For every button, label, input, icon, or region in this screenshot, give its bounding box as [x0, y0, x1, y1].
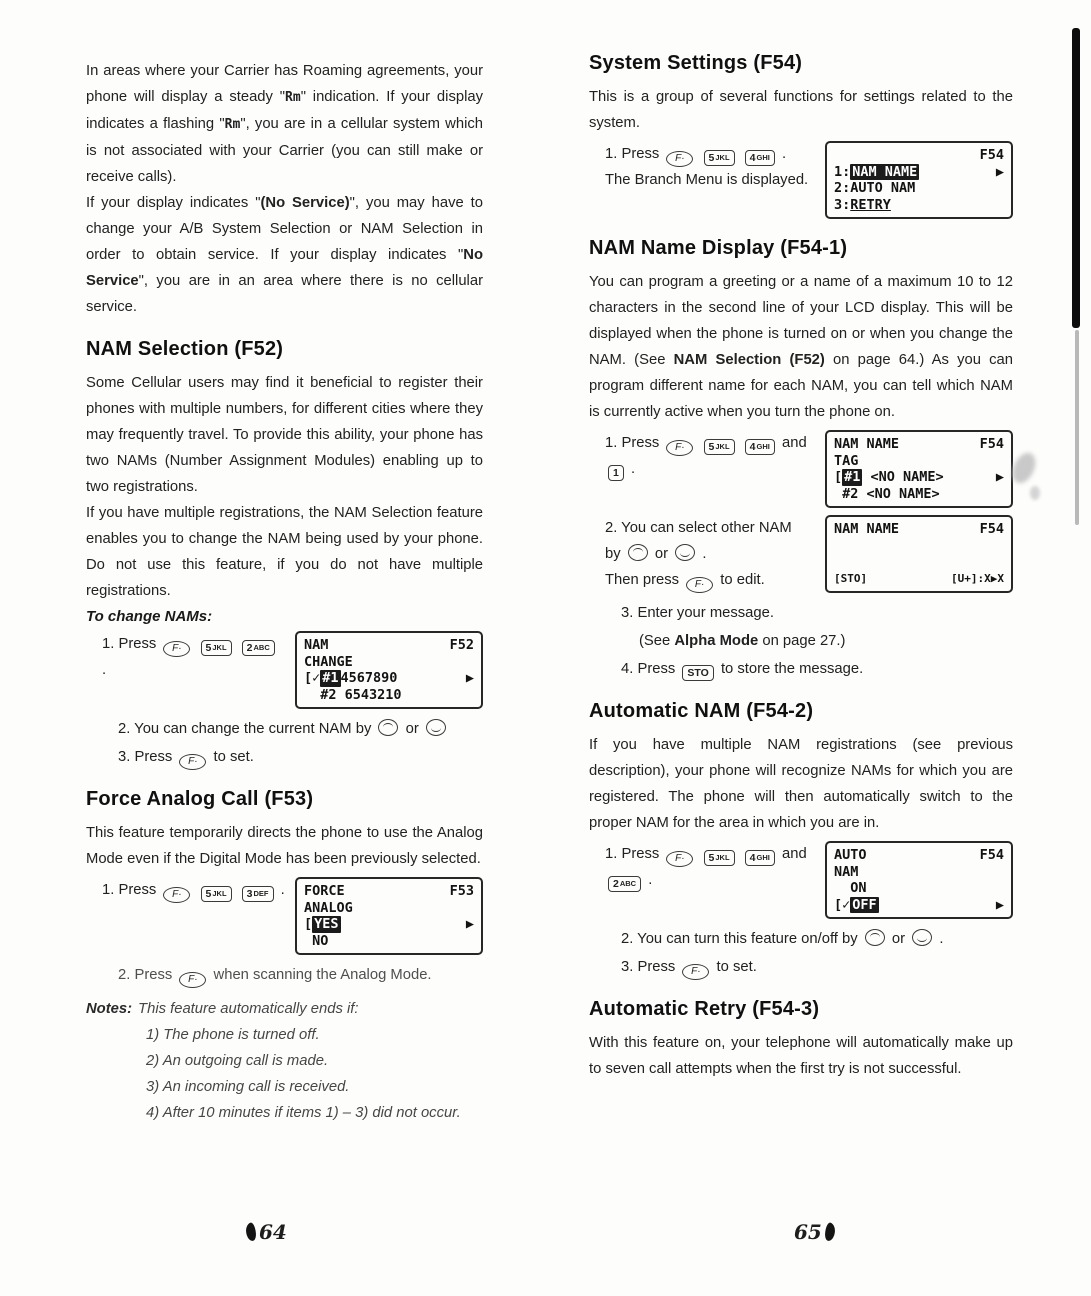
volume-down-key-icon: [675, 544, 695, 561]
key-letters: DEF: [253, 889, 269, 898]
no-service-paragraph: [86, 190, 483, 320]
page-number-left: [246, 1220, 287, 1244]
cross-reference-bold: NAM Selection (F52): [673, 352, 825, 368]
f52-step-1-text: [102, 631, 285, 683]
f53-steps: [102, 877, 483, 988]
key-digit: 5: [205, 642, 212, 654]
f54-steps: [605, 141, 1013, 219]
key-digit: 5: [205, 888, 212, 900]
text-fragment: ", you are in an area where there is no cellular service.: [86, 273, 483, 315]
step-text: 2. You can change the current NAM by: [118, 721, 372, 737]
f541-steps: [605, 430, 1013, 682]
step-text: .: [102, 662, 107, 678]
right-page-column: [589, 52, 1013, 1082]
lcd-display-f542-auto-nam: AUTO F54 NAM ON [✓ OFF ▶: [825, 841, 1013, 919]
key-4ghi-icon: [745, 150, 775, 166]
step-text: 1. Press: [605, 146, 660, 162]
lcd-display-f54-branch-menu: F54 1: NAM NAME ▶ 2:AUTO NAM 3: RETRY: [825, 141, 1013, 219]
text-fragment: ", you may have to change your A/B System Selection or NAM Selection in order to obtain service. If your display indicates ": [86, 195, 483, 263]
f52-paragraph-2: If you have multiple registrations, the NAM Selection feature enables you to change the NAM being used by your phone. Do not use this feature, if you do not have multiple registrations.: [86, 505, 483, 599]
step-text: by: [605, 546, 621, 562]
f52-step-1: [102, 631, 483, 709]
key-digit: 5: [708, 852, 715, 864]
fn-key-icon: F·: [179, 754, 206, 770]
key-letters: GHI: [756, 442, 770, 451]
notes-label: Notes:: [86, 1001, 133, 1017]
fn-key-icon: F·: [666, 851, 693, 867]
notes-item: 4) After 10 minutes if items 1) – 3) did not occur.: [146, 1105, 461, 1121]
text-fragment: If your display indicates ": [86, 195, 261, 211]
f52-steps: [102, 631, 483, 770]
f54-paragraph: This is a group of several functions for settings related to the system.: [589, 89, 1013, 131]
key-letters: JKL: [715, 153, 730, 162]
key-digit: 5: [708, 441, 715, 453]
step-text: or: [891, 931, 906, 947]
fn-key-icon: F·: [686, 577, 713, 593]
step-continuation: The Branch Menu is displayed.: [605, 172, 809, 188]
lcd-display-f541-tag: NAM NAME F54 TAG [ #1 <NO NAME> ▶ #2 <NO NAME>: [825, 430, 1013, 508]
f52-paragraph-1: Some Cellular users may find it beneficial to register their phones with multiple numbers, for different cities where they may frequently travel. To provide this ability, your phone has two NAMs (Number Assignment Modules) enabling up to two registrations.: [86, 375, 483, 495]
key-digit: 4: [749, 152, 756, 164]
volume-up-key-icon: [865, 929, 885, 946]
f541-step-3: 3. Enter your message.: [621, 605, 774, 621]
step-text: to set.: [213, 749, 254, 765]
page-ornament-icon: [822, 1222, 837, 1242]
f541-paragraph: [589, 269, 1013, 425]
scan-artifact-light-bar: [1075, 330, 1079, 525]
step-text: when scanning the Analog Mode.: [213, 967, 432, 983]
key-4ghi-icon: [745, 850, 775, 866]
key-5jkl-icon: [201, 640, 232, 656]
rm-indicator-text: Rm: [285, 90, 301, 105]
fn-key-icon: F·: [666, 440, 693, 456]
f54-step-1-text: [605, 141, 815, 193]
key-letters: JKL: [212, 643, 227, 652]
f53-notes: [86, 996, 483, 1126]
fn-key-icon: F·: [163, 887, 190, 903]
notes-item: 1) The phone is turned off.: [146, 1027, 320, 1043]
key-2abc-icon: [608, 876, 641, 892]
section-title-nam-name-display: NAM Name Display (F54-1): [589, 237, 848, 259]
scan-artifact-dark-bar: [1072, 28, 1080, 328]
left-page-column: [86, 58, 483, 1126]
key-letters: ABC: [619, 879, 637, 888]
step-text: .: [280, 882, 285, 898]
f53-step-1: [102, 877, 483, 955]
notes-item: 3) An incoming call is received.: [146, 1079, 350, 1095]
key-letters: ABC: [253, 643, 270, 652]
f542-step-1: [605, 841, 1013, 919]
notes-item: 2) An outgoing call is made.: [146, 1053, 329, 1069]
f542-step-1-text: [605, 841, 815, 893]
page-number-text: 64: [259, 1220, 287, 1244]
key-digit: 2: [613, 878, 619, 890]
key-5jkl-icon: [704, 439, 735, 455]
text-fragment: In areas where your Carrier has Roaming agreements, your phone will display a steady ": [86, 63, 483, 105]
key-digit: 5: [708, 152, 715, 164]
step-text: to edit.: [720, 572, 765, 588]
step-text: .: [630, 461, 636, 477]
text-fragment: You can program a greeting or a name of a maximum 10 to 12 characters in the second line of your LCD display. This will be displayed when the phone is turned on or when you change the NAM. (See: [589, 274, 1013, 368]
step-text: or: [654, 546, 669, 562]
key-letters: GHI: [756, 153, 770, 162]
f542-step-2: [621, 926, 1013, 952]
f541-step-2: [605, 515, 1013, 593]
f52-step-2: [118, 716, 483, 742]
f541-step-3-note: [639, 628, 1013, 654]
step-text: or: [405, 721, 419, 737]
notes-intro: This feature automatically ends if:: [138, 1001, 359, 1017]
text-fragment: ", you are in a cellular system which is not associated with your Carrier (you can still make or receive calls).: [86, 116, 484, 185]
lcd-display-f52: NAM F52 CHANGE [✓ #1 4567890 ▶ #2 6543210: [295, 631, 483, 709]
f541-step-2-text: [605, 515, 815, 593]
no-service-bold: (No Service): [260, 195, 350, 211]
f53-step-1-text: [102, 877, 285, 903]
step-text: .: [702, 546, 707, 562]
text-fragment: (See: [639, 633, 675, 649]
step-text: and: [781, 846, 807, 862]
step-text: 1. Press: [605, 435, 660, 451]
step-text: 3. Press: [621, 959, 676, 975]
f542-step-3: [621, 954, 1013, 980]
f53-paragraph: This feature temporarily directs the phone to use the Analog Mode even if the Digital Mode has been previously selected.: [86, 825, 483, 867]
text-fragment: " indication. If your display indicates a flashing ": [86, 89, 483, 132]
f54-step-1: [605, 141, 1013, 219]
section-title-force-analog: Force Analog Call (F53): [86, 788, 314, 810]
volume-up-key-icon: [378, 719, 398, 736]
section-title-automatic-retry: Automatic Retry (F54-3): [589, 998, 820, 1020]
step-text: 2. You can turn this feature on/off by: [621, 931, 858, 947]
text-fragment: on page 27.): [758, 633, 846, 649]
key-letters: JKL: [212, 889, 227, 898]
page-ornament-icon: [243, 1222, 258, 1242]
f53-step-2: [118, 962, 483, 988]
key-letters: JKL: [715, 853, 730, 862]
step-text: 1. Press: [102, 636, 157, 652]
step-text: .: [939, 931, 944, 947]
key-digit: 2: [246, 642, 253, 654]
step-text: and: [781, 435, 807, 451]
page-number-text: 65: [794, 1220, 822, 1244]
f542-paragraph: If you have multiple NAM registrations (see previous description), your phone will recognize NAMs for which you are registered. The phone will then automatically switch to the proper NAM for the area in which you are in.: [589, 737, 1013, 831]
f542-steps: [605, 841, 1013, 980]
f541-step-1: [605, 430, 1013, 508]
step-text: .: [648, 872, 653, 888]
step-text: 1. Press: [102, 882, 157, 898]
volume-down-key-icon: [912, 929, 932, 946]
lcd-display-f53: FORCE F53 ANALOG [ YES ▶ NO: [295, 877, 483, 955]
page-number-right: [794, 1220, 835, 1244]
step-text: 2. You can select other NAM: [605, 520, 792, 536]
key-5jkl-icon: [704, 850, 735, 866]
step-text: .: [781, 146, 787, 162]
step-text: 4. Press: [621, 661, 676, 677]
key-1-icon: [608, 465, 624, 481]
fn-key-icon: F·: [682, 964, 709, 980]
step-text: 3. Press: [118, 749, 173, 765]
volume-up-key-icon: [628, 544, 648, 561]
fn-key-icon: F·: [666, 151, 693, 167]
key-5jkl-icon: [201, 886, 232, 902]
rm-indicator-text: Rm: [224, 117, 241, 132]
f52-step-3: [118, 744, 483, 770]
key-4ghi-icon: [745, 439, 775, 455]
key-3def-icon: [242, 886, 274, 902]
to-change-nams-subhead: To change NAMs:: [86, 608, 213, 625]
step-text: to store the message.: [720, 661, 864, 677]
step-text: 1. Press: [605, 846, 660, 862]
notes-list: [146, 1022, 483, 1126]
sto-key-icon: STO: [682, 665, 713, 681]
key-digit: 3: [246, 888, 253, 900]
step-text: Then press: [605, 572, 680, 588]
key-5jkl-icon: [704, 150, 735, 166]
lcd-display-f541-edit: NAM NAME F54 [STO] [U+]:X▶X: [825, 515, 1013, 593]
alpha-mode-bold: Alpha Mode: [674, 633, 759, 649]
section-title-system-settings: System Settings (F54): [589, 52, 803, 74]
no-service-bold: No Service: [86, 247, 483, 289]
key-digit: 4: [749, 852, 756, 864]
key-2abc-icon: [242, 640, 275, 656]
fn-key-icon: F·: [179, 972, 206, 988]
key-digit: 1: [613, 467, 619, 479]
step-text: 2. Press: [118, 967, 173, 983]
section-title-nam-selection: NAM Selection (F52): [86, 338, 284, 360]
roaming-paragraph: [86, 58, 483, 190]
fn-key-icon: F·: [163, 641, 190, 657]
f541-step-4: [621, 656, 1013, 682]
key-letters: GHI: [756, 853, 770, 862]
key-digit: 4: [749, 441, 756, 453]
section-title-automatic-nam: Automatic NAM (F54-2): [589, 700, 814, 722]
scan-smudge: [1030, 486, 1040, 500]
volume-down-key-icon: [426, 719, 446, 736]
f541-step-1-text: [605, 430, 815, 482]
step-text: to set.: [716, 959, 757, 975]
key-letters: JKL: [715, 442, 730, 451]
text-fragment: on page 64.) As you can program different name for each NAM, you can tell which NAM is currently active when you turn the phone on.: [589, 352, 1013, 420]
f543-paragraph: With this feature on, your telephone will automatically make up to seven call attempts when the first try is not successful.: [589, 1035, 1013, 1077]
